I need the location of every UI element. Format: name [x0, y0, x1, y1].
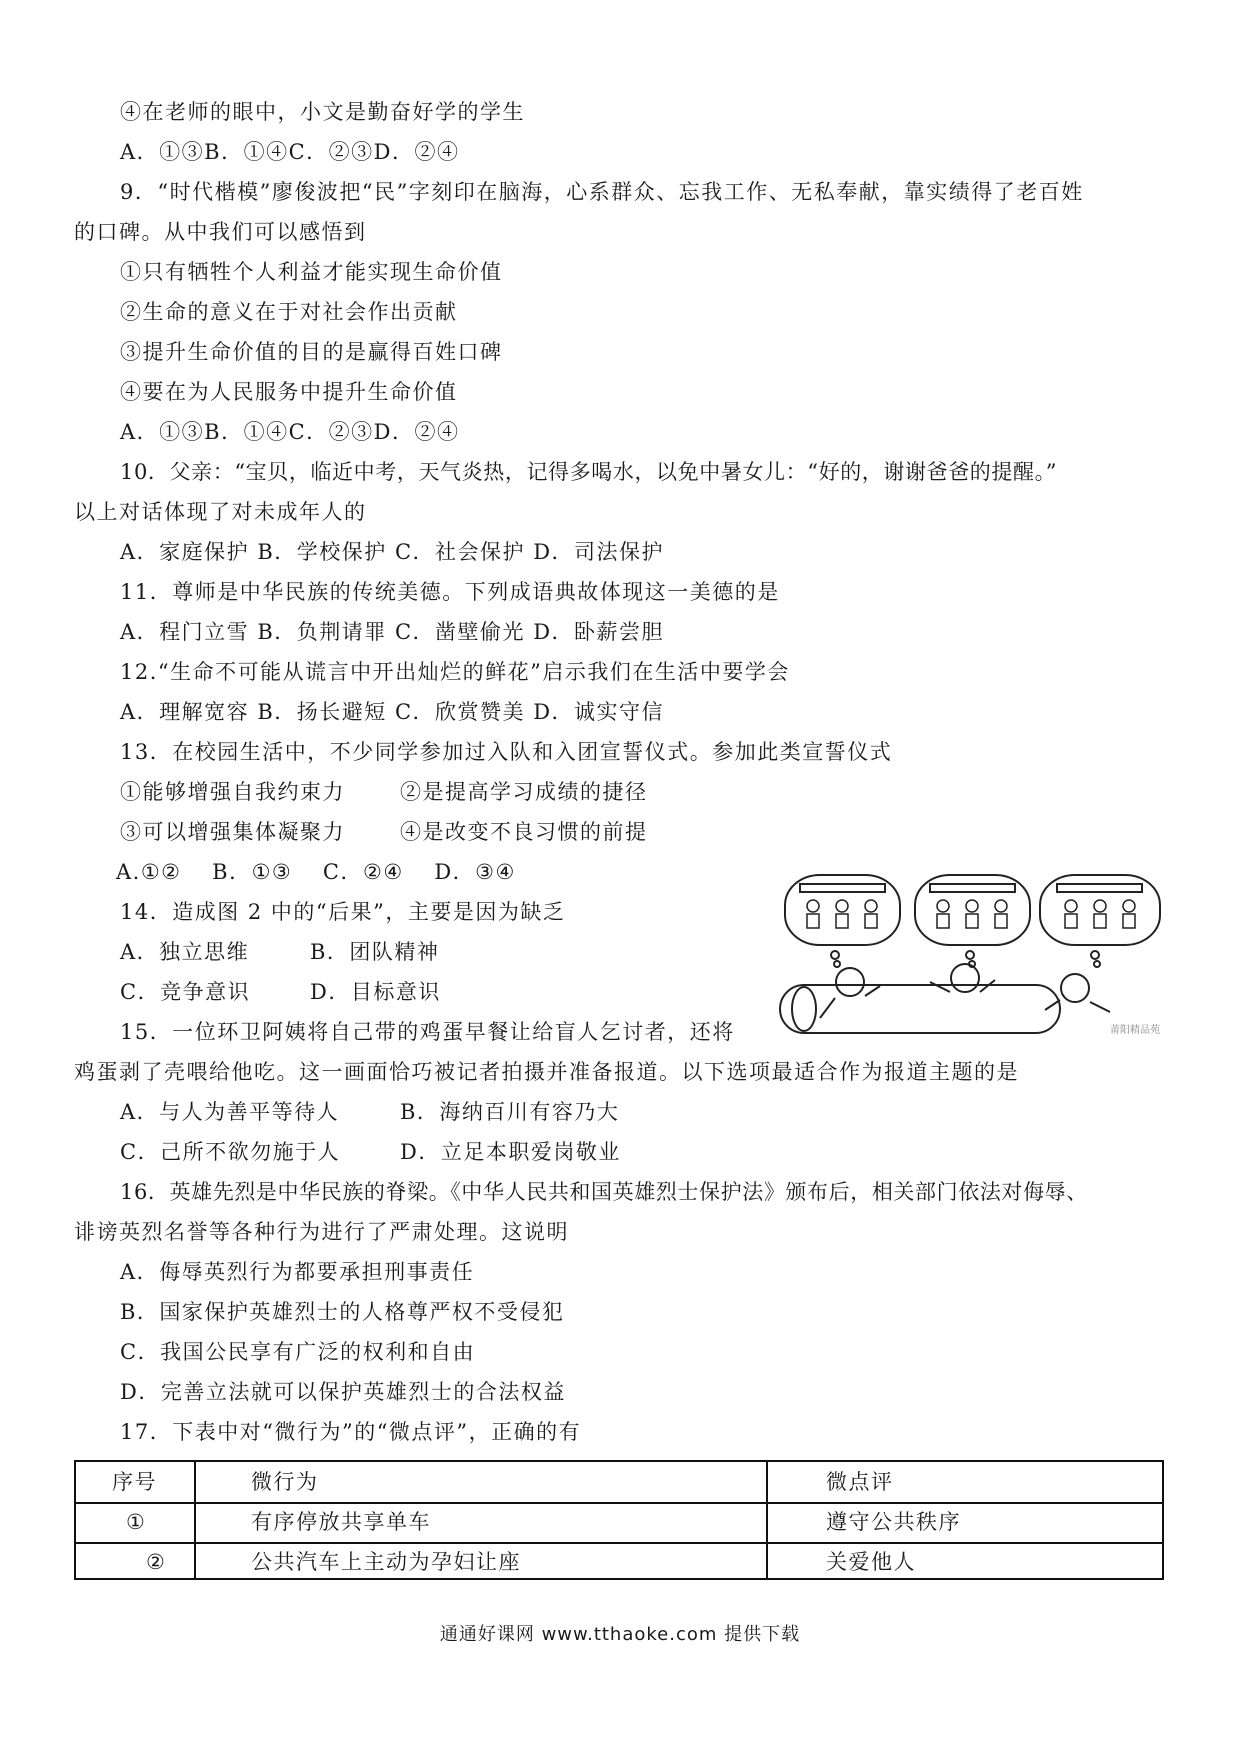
figure-watermark: 莆阳精品苑 [1110, 1025, 1160, 1036]
text-line: D．完善立法就可以保护英雄烈士的合法权益 [120, 1380, 566, 1404]
text-line: C．我国公民享有广泛的权利和自由 [120, 1340, 476, 1364]
text-line: ②生命的意义在于对社会作出贡献 [120, 300, 458, 324]
table-header-index: 序号 [112, 1470, 157, 1494]
text-line: B．国家保护英雄烈士的人格尊严权不受侵犯 [120, 1300, 565, 1324]
table-cell-index: ① [126, 1510, 147, 1534]
question-11: 11．尊师是中华民族的传统美德。下列成语典故体现这一美德的是 [120, 580, 780, 604]
text-line: ①只有牺牲个人利益才能实现生命价值 [120, 260, 503, 284]
text-line: ②是提高学习成绩的捷径 [400, 780, 648, 804]
text-line: D．目标意识 [310, 980, 441, 1004]
answer-options: A．①③B．①④C．②③D．②④ [120, 140, 460, 164]
answer-options: A．①③B．①④C．②③D．②④ [120, 420, 460, 444]
question-13: 13．在校园生活中，不少同学参加过入队和入团宣誓仪式。参加此类宣誓仪式 [120, 740, 893, 764]
answer-options: A.①② B．①③ C．②④ D．③④ [116, 860, 516, 884]
text-line: D．立足本职爱岗敬业 [400, 1140, 621, 1164]
question-9: 9．“时代楷模”廖俊波把“民”字刻印在脑海，心系群众、忘我工作、无私奉献，靠实绩得了老百姓 [120, 180, 1084, 204]
text-line: 诽谤英烈名誉等各种行为进行了严肃处理。这说明 [74, 1220, 569, 1244]
answer-options: A．家庭保护 B．学校保护 C．社会保护 D．司法保护 [120, 540, 665, 564]
question-15: 15．一位环卫阿姨将自己带的鸡蛋早餐让给盲人乞讨者，还将 [120, 1020, 735, 1044]
question-17: 17．下表中对“微行为”的“微点评”，正确的有 [120, 1420, 582, 1444]
text-line: ③提升生命价值的目的是赢得百姓口碑 [120, 340, 503, 364]
table-cell-comment: 遵守公共秩序 [826, 1510, 961, 1534]
table-cell-comment: 关爱他人 [826, 1550, 916, 1574]
text-line: ①能够增强自我约束力 [120, 780, 345, 804]
text-line: A．独立思维 [120, 940, 250, 964]
table-header-behavior: 微行为 [251, 1470, 319, 1494]
table-cell-behavior: 有序停放共享单车 [251, 1510, 431, 1534]
text-line: C．竞争意识 [120, 980, 251, 1004]
table-cell-index: ② [146, 1550, 167, 1574]
text-line: ④要在为人民服务中提升生命价值 [120, 380, 458, 404]
question-12: 12.“生命不可能从谎言中开出灿烂的鲜花”启示我们在生活中要学会 [120, 660, 790, 684]
text-line: C．己所不欲勿施于人 [120, 1140, 341, 1164]
text-line: B．团队精神 [310, 940, 440, 964]
text-line: A．与人为善平等待人 [120, 1100, 340, 1124]
answer-options: A．程门立雪 B．负荆请罪 C．凿壁偷光 D．卧薪尝胆 [120, 620, 665, 644]
figure-2-cartoon [775, 870, 1170, 1040]
question-14: 14．造成图 2 中的“后果”，主要是因为缺乏 [120, 900, 566, 924]
text-line: 鸡蛋剥了壳喂给他吃。这一画面恰巧被记者拍摄并准备报道。以下选项最适合作为报道主题的是 [74, 1060, 1019, 1084]
text-line: A．侮辱英烈行为都要承担刑事责任 [120, 1260, 475, 1284]
text-line: 以上对话体现了对未成年人的 [74, 500, 367, 524]
text-line: ④在老师的眼中，小文是勤奋好学的学生 [120, 100, 525, 124]
page-footer: 通通好课网 www.tthaoke.com 提供下载 [439, 1624, 801, 1645]
micro-behavior-table [74, 1460, 1164, 1580]
text-line: ④是改变不良习惯的前提 [400, 820, 648, 844]
question-10: 10．父亲：“宝贝，临近中考，天气炎热，记得多喝水，以免中暑女儿：“好的，谢谢爸爸的提醒。” [120, 460, 1058, 484]
answer-options: A．理解宽容 B．扬长避短 C．欣赏赞美 D．诚实守信 [120, 700, 665, 724]
text-line: B．海纳百川有容乃大 [400, 1100, 620, 1124]
text-line: ③可以增强集体凝聚力 [120, 820, 345, 844]
table-header-comment: 微点评 [826, 1470, 894, 1494]
table-cell-behavior: 公共汽车上主动为孕妇让座 [251, 1550, 521, 1574]
text-line: 的口碑。从中我们可以感悟到 [74, 220, 367, 244]
question-16: 16．英雄先烈是中华民族的脊梁。《中华人民共和国英雄烈士保护法》颁布后，相关部门依法对侮辱、 [120, 1180, 1088, 1204]
